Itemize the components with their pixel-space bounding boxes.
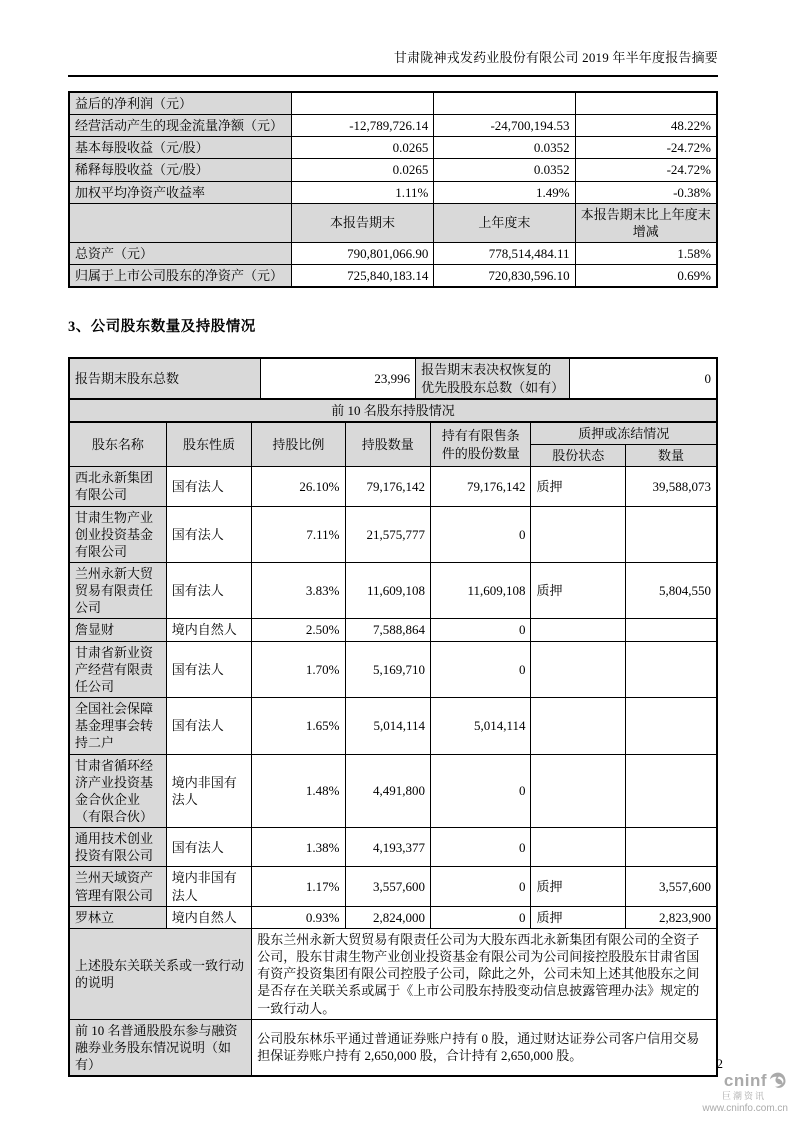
top10-holders-table (68, 421, 718, 1077)
table-row (69, 159, 717, 181)
relation-row (69, 928, 717, 1019)
table-row (69, 265, 717, 288)
holder-pledge-qty: 3,557,600 (626, 867, 717, 906)
table-row (69, 115, 717, 137)
metric-change (575, 92, 717, 115)
holder-row (69, 562, 717, 618)
holder-nature: 境内非国有法人 (166, 754, 252, 828)
shareholder-tables (68, 357, 718, 1077)
holder-pledge-qty (626, 698, 717, 754)
holder-name: 西北永新集团有限公司 (69, 467, 166, 506)
holder-restricted: 0 (431, 754, 531, 828)
holder-pledge-status (531, 506, 626, 562)
holder-ratio: 1.70% (252, 641, 345, 697)
holder-pledge-status (531, 619, 626, 641)
holder-pledge-status: 质押 (531, 562, 626, 618)
holder-nature: 国有法人 (166, 698, 252, 754)
holder-ratio: 2.50% (252, 619, 345, 641)
relation-label: 上述股东关联关系或一致行动的说明 (69, 928, 252, 1019)
holder-restricted: 0 (431, 828, 531, 867)
shareholder-totals-row (69, 358, 717, 398)
holder-pledge-status (531, 754, 626, 828)
metric-label: 归属于上市公司股东的净资产（元） (69, 265, 291, 288)
financial-summary-table (68, 91, 718, 288)
period-header-blank (69, 203, 291, 242)
holder-ratio: 1.65% (252, 698, 345, 754)
col-header-name: 股东名称 (69, 422, 166, 467)
holder-nature: 境内非国有法人 (166, 867, 252, 906)
holder-name: 全国社会保障基金理事会转持二户 (69, 698, 166, 754)
document-header (68, 0, 718, 77)
holder-row (69, 828, 717, 867)
section-title: 3、公司股东数量及持股情况 (68, 319, 256, 336)
holder-ratio: 3.83% (252, 562, 345, 618)
holder-ratio: 7.11% (252, 506, 345, 562)
holder-row (69, 754, 717, 828)
holder-nature: 境内自然人 (166, 619, 252, 641)
period-header-current: 本报告期末 (291, 203, 434, 242)
metric-current: 1.11% (291, 181, 434, 203)
period-header-row (69, 203, 717, 242)
metric-change: -0.38% (575, 181, 717, 203)
holder-nature: 国有法人 (166, 506, 252, 562)
holder-name: 通用技术创业投资有限公司 (69, 828, 166, 867)
holder-pledge-qty (626, 754, 717, 828)
holder-shares: 2,824,000 (345, 906, 431, 928)
holder-pledge-qty (626, 641, 717, 697)
relation-text: 股东兰州永新大贸贸易有限责任公司为大股东西北永新集团有限公司的全资子公司，股东甘肃生物产业创业投资基金有限公司为公司间接控股股东甘肃省国有资产投资集团有限公司控股子公司，除此之外，公司未知上述其他股东之间是否存在关联关系或属于《上市公司股东持股变动信息披露管理办法》规定的一致行动人。 (252, 928, 717, 1019)
total-shareholders-label: 报告期末股东总数 (69, 358, 261, 398)
cninfo-logo-url: www.cninfo.com.cn (702, 1103, 788, 1114)
holder-pledge-qty: 5,804,550 (626, 562, 717, 618)
cninfo-swirl-icon (768, 1071, 788, 1091)
holder-shares: 5,169,710 (345, 641, 431, 697)
holder-pledge-status: 质押 (531, 906, 626, 928)
table-row (69, 181, 717, 203)
holder-ratio: 26.10% (252, 467, 345, 506)
col-header-pledge-status: 股份状态 (531, 445, 626, 467)
holder-name: 甘肃生物产业创业投资基金有限公司 (69, 506, 166, 562)
holder-ratio: 1.38% (252, 828, 345, 867)
metric-label: 益后的净利润（元） (69, 92, 291, 115)
metric-change: 1.58% (575, 243, 717, 265)
holder-row (69, 698, 717, 754)
holder-name: 兰州永新大贸贸易有限责任公司 (69, 562, 166, 618)
holder-restricted: 0 (431, 506, 531, 562)
metric-current: 790,801,066.90 (291, 243, 434, 265)
holder-pledge-status (531, 641, 626, 697)
holder-nature: 国有法人 (166, 562, 252, 618)
holder-shares: 4,491,800 (345, 754, 431, 828)
metric-prior: 0.0352 (434, 159, 575, 181)
top10-banner: 前 10 名股东持股情况 (69, 399, 717, 422)
holder-pledge-qty (626, 506, 717, 562)
margin-trading-label: 前 10 名普通股股东参与融资融券业务股东情况说明（如有） (69, 1019, 252, 1076)
metric-label: 基本每股收益（元/股） (69, 137, 291, 159)
holder-shares: 7,588,864 (345, 619, 431, 641)
holder-nature: 国有法人 (166, 467, 252, 506)
table-row (69, 243, 717, 265)
page-content (68, 0, 718, 1077)
holder-pledge-qty: 39,588,073 (626, 467, 717, 506)
holder-shares: 79,176,142 (345, 467, 431, 506)
holder-restricted: 11,609,108 (431, 562, 531, 618)
holder-nature: 国有法人 (166, 828, 252, 867)
holder-pledge-qty: 2,823,900 (626, 906, 717, 928)
holder-row (69, 506, 717, 562)
col-header-ratio: 持股比例 (252, 422, 345, 467)
holder-ratio: 1.48% (252, 754, 345, 828)
holder-row (69, 867, 717, 906)
holder-shares: 4,193,377 (345, 828, 431, 867)
metric-prior: -24,700,194.53 (434, 115, 575, 137)
table-row (69, 137, 717, 159)
preferred-shareholders-label: 报告期末表决权恢复的优先股股东总数（如有） (416, 358, 570, 398)
metric-change: 0.69% (575, 265, 717, 288)
margin-trading-row (69, 1019, 717, 1076)
holder-pledge-status (531, 828, 626, 867)
holder-name: 罗林立 (69, 906, 166, 928)
holder-nature: 国有法人 (166, 641, 252, 697)
holder-name: 甘肃省新业资产经营有限责任公司 (69, 641, 166, 697)
top10-banner-row (69, 399, 717, 422)
holder-ratio: 0.93% (252, 906, 345, 928)
holder-pledge-status: 质押 (531, 867, 626, 906)
holder-shares: 11,609,108 (345, 562, 431, 618)
preferred-shareholders-value: 0 (569, 358, 717, 398)
metric-change: -24.72% (575, 159, 717, 181)
metric-prior: 1.49% (434, 181, 575, 203)
col-header-pledge-qty: 数量 (626, 445, 717, 467)
cninfo-logo-subtitle: 巨潮资讯 (721, 1091, 766, 1102)
metric-change: 48.22% (575, 115, 717, 137)
metric-change: -24.72% (575, 137, 717, 159)
holder-name: 詹显财 (69, 619, 166, 641)
holder-restricted: 0 (431, 619, 531, 641)
holder-pledge-qty (626, 828, 717, 867)
holder-row (69, 906, 717, 928)
holder-name: 兰州天域资产管理有限公司 (69, 867, 166, 906)
holder-pledge-status: 质押 (531, 467, 626, 506)
holder-shares: 21,575,777 (345, 506, 431, 562)
metric-prior: 0.0352 (434, 137, 575, 159)
metric-label: 加权平均净资产收益率 (69, 181, 291, 203)
col-header-pledge-group: 质押或冻结情况 (531, 422, 717, 445)
metric-current: 725,840,183.14 (291, 265, 434, 288)
top10-banner-table (68, 398, 718, 423)
metric-prior: 720,830,596.10 (434, 265, 575, 288)
metric-prior: 778,514,484.11 (434, 243, 575, 265)
holder-shares: 3,557,600 (345, 867, 431, 906)
shareholder-totals-table (68, 357, 718, 399)
cninfo-logo-text: cninf (723, 1070, 767, 1090)
holder-restricted: 0 (431, 641, 531, 697)
holder-pledge-qty (626, 619, 717, 641)
col-header-shares: 持股数量 (345, 422, 431, 467)
holder-nature: 境内自然人 (166, 906, 252, 928)
holder-row (69, 641, 717, 697)
table-row (69, 92, 717, 115)
holder-name: 甘肃省循环经济产业投资基金合伙企业（有限合伙） (69, 754, 166, 828)
holder-restricted: 0 (431, 867, 531, 906)
period-header-change: 本报告期末比上年度末增减 (575, 203, 717, 242)
holder-restricted: 0 (431, 906, 531, 928)
holder-restricted: 5,014,114 (431, 698, 531, 754)
holder-pledge-status (531, 698, 626, 754)
page-number: 2 (716, 1056, 723, 1071)
metric-current: 0.0265 (291, 137, 434, 159)
metric-current: 0.0265 (291, 159, 434, 181)
holders-header-row (69, 422, 717, 445)
metric-label: 总资产（元） (69, 243, 291, 265)
cninfo-logo-main (702, 1071, 788, 1091)
col-header-nature: 股东性质 (166, 422, 252, 467)
col-header-restricted: 持有有限售条件的股份数量 (431, 422, 531, 467)
metric-current: -12,789,726.14 (291, 115, 434, 137)
holder-restricted: 79,176,142 (431, 467, 531, 506)
holder-row (69, 619, 717, 641)
total-shareholders-value: 23,996 (261, 358, 416, 398)
cninfo-logo (702, 1071, 788, 1114)
document-title: 甘肃陇神戎发药业股份有限公司 2019 年半年度报告摘要 (393, 50, 718, 65)
holder-row (69, 467, 717, 506)
metric-label: 稀释每股收益（元/股） (69, 159, 291, 181)
metric-label: 经营活动产生的现金流量净额（元） (69, 115, 291, 137)
holder-shares: 5,014,114 (345, 698, 431, 754)
period-header-prior: 上年度末 (434, 203, 575, 242)
metric-current (291, 92, 434, 115)
margin-trading-text: 公司股东林乐平通过普通证券账户持有 0 股，通过财达证券公司客户信用交易担保证券账户持有 2,650,000 股，合计持有 2,650,000 股。 (252, 1019, 717, 1076)
metric-prior (434, 92, 575, 115)
holder-ratio: 1.17% (252, 867, 345, 906)
